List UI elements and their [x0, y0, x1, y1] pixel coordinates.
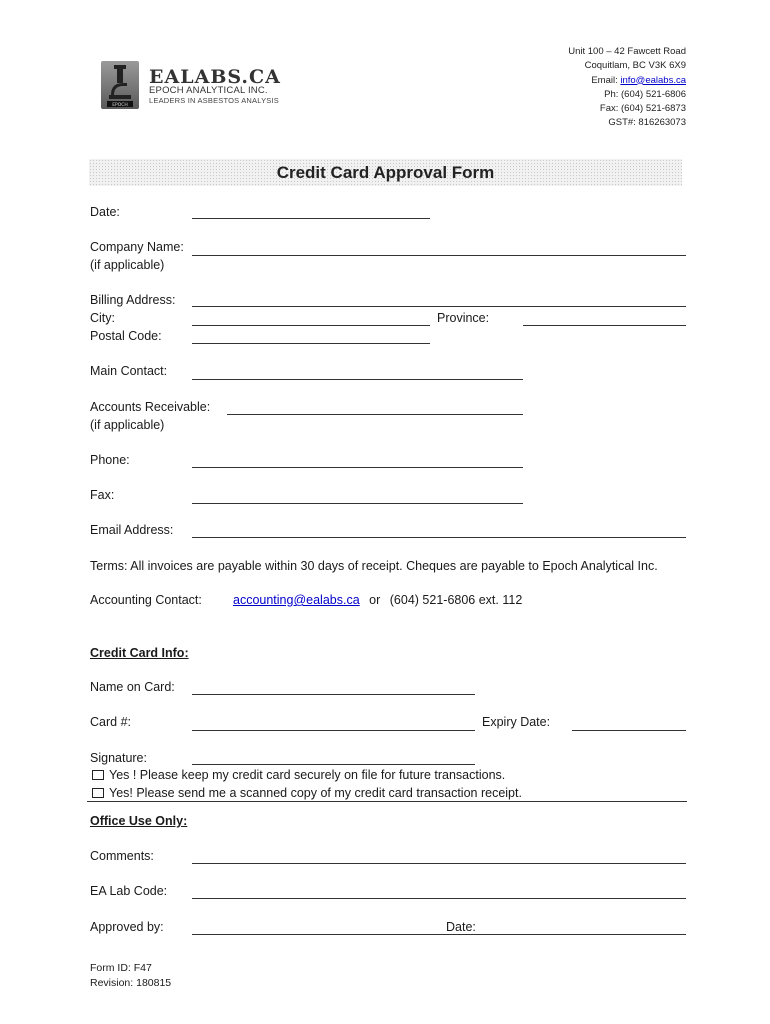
- company-name-label: Company Name:: [90, 240, 184, 254]
- phone-field[interactable]: [192, 467, 523, 468]
- svg-text:EPOCH: EPOCH: [112, 103, 128, 108]
- approved-by-field[interactable]: [192, 934, 686, 935]
- send-receipt-option[interactable]: [92, 786, 522, 800]
- address-fax: Fax: (604) 521-6873: [599, 103, 686, 115]
- form-revision: Revision: 180815: [90, 977, 172, 989]
- keep-card-option-label: Yes ! Please keep my credit card securely on file for future transactions.: [109, 768, 506, 782]
- credit-card-heading: Credit Card Info:: [90, 646, 189, 660]
- office-date-label: Date:: [446, 920, 476, 934]
- send-receipt-checkbox[interactable]: [92, 788, 104, 798]
- address-line2: Coquitlam, BC V3K 6X9: [584, 60, 686, 72]
- accounts-receivable-field[interactable]: [227, 414, 523, 415]
- main-contact-field[interactable]: [192, 379, 523, 380]
- keep-card-checkbox[interactable]: [92, 770, 104, 780]
- form-title-band: [89, 159, 682, 186]
- address-phone: Ph: (604) 521-6806: [604, 88, 686, 100]
- accounting-contact-label: Accounting Contact:: [90, 593, 202, 607]
- billing-address-field[interactable]: [192, 306, 686, 307]
- date-field[interactable]: [192, 218, 430, 219]
- main-contact-label: Main Contact:: [90, 364, 168, 378]
- city-field[interactable]: [192, 325, 430, 326]
- expiry-date-label: Expiry Date:: [482, 715, 551, 729]
- postal-code-field[interactable]: [192, 343, 430, 344]
- expiry-date-field[interactable]: [572, 730, 686, 731]
- accounts-receivable-note: (if applicable): [90, 418, 165, 432]
- company-logo-mark: [101, 61, 139, 109]
- address-gst: GST#: 816263073: [608, 117, 686, 129]
- signature-field[interactable]: [192, 764, 475, 765]
- comments-field[interactable]: [192, 863, 686, 864]
- card-number-label: Card #:: [90, 715, 131, 729]
- email-address-field[interactable]: [192, 537, 686, 538]
- province-label: Province:: [437, 311, 490, 325]
- date-label: Date:: [90, 205, 120, 219]
- province-field[interactable]: [523, 325, 686, 326]
- section-divider: [87, 801, 687, 802]
- company-email-link[interactable]: info@ealabs.ca: [620, 74, 686, 86]
- form-title: Credit Card Approval Form: [276, 163, 495, 182]
- card-number-field[interactable]: [192, 730, 475, 731]
- city-label: City:: [90, 311, 115, 325]
- company-name-note: (if applicable): [90, 258, 165, 272]
- address-line1: Unit 100 – 42 Fawcett Road: [568, 46, 686, 57]
- lab-code-label: EA Lab Code:: [90, 884, 168, 898]
- address-email-row: [568, 74, 686, 88]
- office-use-heading: Office Use Only:: [90, 814, 188, 828]
- logo-subtitle: EPOCH ANALYTICAL INC.: [149, 85, 268, 96]
- terms-text: Terms: All invoices are payable within 30 days of receipt. Cheques are payable to Epoch Analytical Inc.: [90, 559, 658, 573]
- accounting-email-link[interactable]: accounting@ealabs.ca: [233, 593, 360, 607]
- billing-address-label: Billing Address:: [90, 293, 176, 307]
- postal-code-label: Postal Code:: [90, 329, 162, 343]
- logo-tagline: LEADERS IN ASBESTOS ANALYSIS: [149, 96, 279, 105]
- send-receipt-option-label: Yes! Please send me a scanned copy of my credit card transaction receipt.: [109, 786, 522, 800]
- accounts-receivable-label: Accounts Receivable:: [90, 400, 211, 414]
- name-on-card-label: Name on Card:: [90, 680, 175, 694]
- microscope-icon: [101, 61, 139, 109]
- approved-by-label: Approved by:: [90, 920, 164, 934]
- company-address: [568, 45, 686, 131]
- form-footer: [90, 961, 171, 991]
- accounting-or: or: [369, 593, 381, 607]
- logo-title: EALABS.CA: [149, 66, 281, 88]
- name-on-card-field[interactable]: [192, 694, 475, 695]
- accounting-phone: (604) 521-6806 ext. 112: [389, 593, 523, 607]
- fax-label: Fax:: [90, 488, 115, 502]
- comments-label: Comments:: [90, 849, 154, 863]
- form-id: Form ID: F47: [90, 962, 152, 974]
- email-address-label: Email Address:: [90, 523, 174, 537]
- keep-card-option[interactable]: [92, 768, 505, 782]
- accounting-contact-row: [233, 593, 522, 607]
- email-label: Email:: [591, 74, 621, 86]
- signature-label: Signature:: [90, 751, 147, 765]
- fax-field[interactable]: [192, 503, 523, 504]
- phone-label: Phone:: [90, 453, 130, 467]
- lab-code-field[interactable]: [192, 898, 686, 899]
- company-name-field[interactable]: [192, 255, 686, 256]
